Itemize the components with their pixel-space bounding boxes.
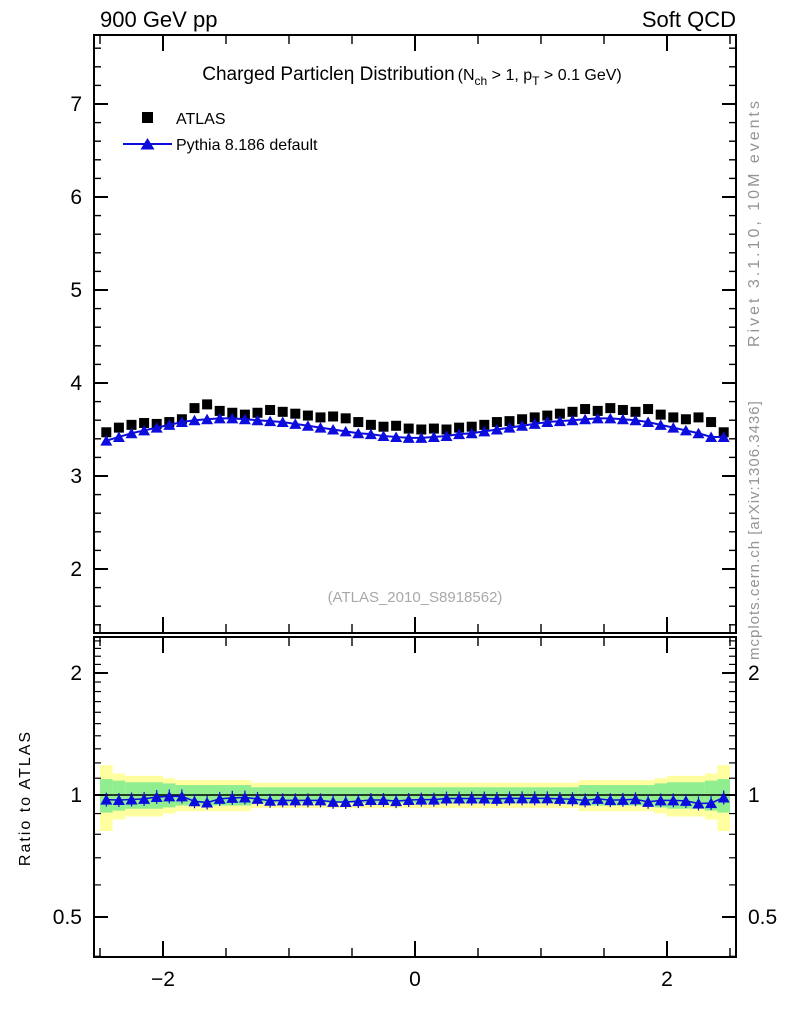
atlas-data-marker [278, 407, 288, 417]
atlas-data-marker [681, 414, 691, 424]
ratio-y-tick-label-right: 2 [748, 662, 760, 685]
atlas-data-marker [391, 421, 401, 431]
atlas-data-marker [341, 413, 351, 423]
atlas-data-marker [265, 405, 275, 415]
atlas-data-marker [202, 399, 212, 409]
atlas-data-marker [643, 404, 653, 414]
main-y-tick-label: 7 [70, 93, 82, 116]
analysis-watermark: (ATLAS_2010_S8918562) [327, 589, 503, 606]
main-y-tick-label: 3 [70, 465, 82, 488]
header-process-label: Soft QCD [641, 7, 736, 32]
atlas-data-marker [694, 412, 704, 422]
atlas-data-marker [353, 417, 363, 427]
ratio-y-tick-label-left: 2 [70, 662, 82, 685]
atlas-data-marker [290, 409, 300, 419]
atlas-data-marker [316, 412, 326, 422]
main-y-tick-label: 6 [70, 186, 82, 209]
atlas-data-marker [605, 403, 615, 413]
main-y-tick-label: 2 [70, 558, 82, 581]
atlas-data-marker [379, 422, 389, 432]
legend [123, 111, 318, 154]
ratio-axis-title: Ratio to ATLAS [17, 729, 34, 867]
ratio-y-tick-label-right: 1 [748, 784, 760, 807]
ratio-y-tick-label-left: 1 [70, 784, 82, 807]
pythia-curve [106, 418, 723, 440]
x-axis-tick-label: 2 [661, 968, 673, 991]
axes [53, 35, 777, 991]
main-panel-data [100, 399, 729, 445]
header-beam-label: 900 GeV pp [100, 7, 218, 32]
main-y-tick-label: 4 [70, 372, 82, 395]
x-axis-tick-label: 0 [409, 968, 421, 991]
atlas-data-marker [303, 411, 313, 421]
plot-title: Charged Particleη Distribution ($N_{ch}$ $^{> 1, p}_T$ $^{> 0.1 GeV)}$ [202, 64, 622, 88]
ratio-y-tick-label-right: 0.5 [748, 906, 778, 929]
mcplots-arxiv-caption: mcplots.cern.ch [arXiv:1306.3436] [746, 400, 763, 660]
atlas-data-marker [580, 404, 590, 414]
legend-pythia-label: Pythia 8.186 default [176, 137, 318, 154]
atlas-data-marker [114, 423, 124, 433]
atlas-data-marker [618, 405, 628, 415]
legend-atlas-marker [142, 112, 153, 123]
rivet-version-caption: Rivet 3.1.10, 10M events [746, 98, 763, 347]
x-axis-tick-label: −2 [151, 968, 175, 991]
main-y-tick-label: 5 [70, 279, 82, 302]
atlas-data-marker [328, 411, 338, 421]
ratio-y-tick-label-left: 0.5 [52, 906, 82, 929]
atlas-data-marker [656, 410, 666, 420]
legend-atlas-label: ATLAS [176, 111, 226, 128]
atlas-data-marker [706, 417, 716, 427]
atlas-data-marker [190, 403, 200, 413]
atlas-data-marker [404, 424, 414, 434]
atlas-data-marker [366, 420, 376, 430]
atlas-data-marker [668, 412, 678, 422]
